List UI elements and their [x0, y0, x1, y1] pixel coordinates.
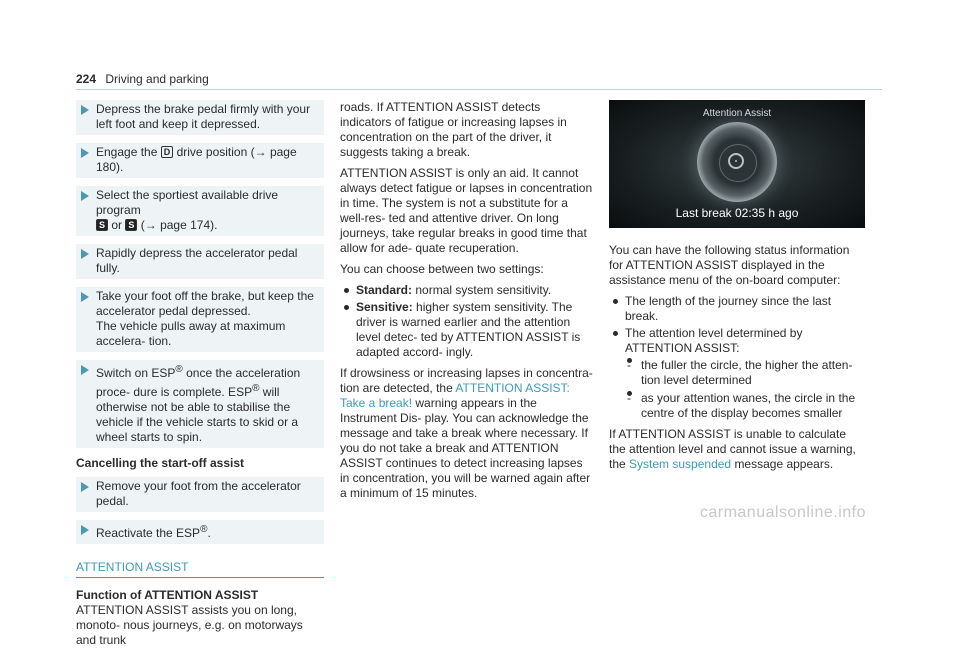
column-middle	[340, 100, 594, 507]
list-item: Standard: normal system sensitivity.	[340, 283, 594, 298]
step-arrow-icon	[81, 105, 89, 115]
section-title: ATTENTION ASSIST	[76, 560, 324, 578]
chapter-title: Driving and parking	[105, 72, 209, 86]
paragraph-detection: roads. If ATTENTION ASSIST detects indicators of fatigue or increasing lapses in concentration on the part of the driver, it suggests taking a break.	[340, 100, 567, 159]
watermark: carmanualsonline.info	[699, 504, 866, 521]
last-break-text: Last break 02:35 h ago	[675, 206, 799, 220]
take-break-message: ATTENTION ASSIST: Take a break!	[340, 381, 570, 410]
step-engage-drive: Engage the D drive position (→ page 180).	[76, 143, 324, 178]
steering-wheel-icon	[728, 153, 744, 169]
system-suspended-message: System suspended	[629, 457, 732, 471]
paragraph-suspended: If ATTENTION ASSIST is unable to calculate the attention level and cannot issue a warning, the System suspended message appears.	[609, 427, 856, 471]
paragraph-aid: ATTENTION ASSIST is only an aid. It cannot always detect fatigue or lapses in concentration in time. The system is not a substitute for a well-res- ted and attentive driver. On long journeys, take regular breaks in good time that allow for ade- quate recuperation.	[340, 166, 593, 255]
drive-key-icon: D	[161, 146, 174, 158]
settings-list	[340, 283, 594, 360]
list-item: - as your attention wanes, the circle in the centre of the display becomes smaller	[625, 391, 864, 421]
sport-plus-key-icon: S	[125, 219, 137, 231]
step-arrow-icon	[81, 365, 89, 375]
sport-key-icon: S	[96, 219, 108, 231]
page-header	[76, 72, 882, 90]
step-depress-accelerator: Rapidly depress the accelerator pedal fully.	[76, 244, 324, 279]
display-title: Attention Assist	[702, 108, 772, 119]
function-heading: Function of ATTENTION ASSIST	[76, 588, 259, 602]
step-arrow-icon	[81, 292, 89, 302]
step-arrow-icon	[81, 148, 89, 158]
step-arrow-icon	[81, 482, 89, 492]
paragraph-settings: You can choose between two settings:	[340, 262, 544, 276]
step-reactivate-esp: Reactivate the ESP®.	[76, 520, 324, 544]
step-depress-brake: Depress the brake pedal firmly with your left foot and keep it depressed.	[76, 100, 324, 135]
step-arrow-icon	[81, 191, 89, 201]
column-right	[609, 100, 864, 478]
step-select-program: Select the sportiest available drive program S or S (→ page 174).	[76, 186, 324, 236]
column-left	[76, 100, 324, 654]
page-number: 224	[76, 72, 97, 86]
list-item: The length of the journey since the last break.	[609, 294, 864, 324]
paragraph-status-info: You can have the following status information for ATTENTION ASSIST displayed in the assistance menu of the on-board computer:	[609, 243, 850, 287]
step-remove-foot: Remove your foot from the accelerator pedal.	[76, 477, 324, 512]
step-switch-on-esp: Switch on ESP® once the acceleration proce- dure is complete. ESP® will otherwise not be able to stabilise the vehicle if the vehicle starts to skid or a wheel starts to spin.	[76, 360, 324, 448]
function-text: ATTENTION ASSIST assists you on long, monoto- nous journeys, e.g. on motorways and trunk	[76, 603, 303, 647]
list-item: - the fuller the circle, the higher the atten- tion level determined	[625, 358, 864, 388]
step-release-brake: Take your foot off the brake, but keep the accelerator pedal depressed. The vehicle pulls away at maximum accelera- tion.	[76, 287, 324, 352]
step-arrow-icon	[81, 249, 89, 259]
step-arrow-icon	[81, 525, 89, 535]
cancel-heading: Cancelling the start-off assist	[76, 456, 245, 470]
status-list	[609, 294, 864, 421]
list-item: Sensitive: higher system sensitivity. The driver is warned earlier and the attention level detec- ted by ATTENTION ASSIST is adapted accord- ingly.	[340, 300, 594, 360]
attention-assist-display	[609, 100, 865, 228]
attention-level-details	[625, 358, 864, 421]
paragraph-warning: If drowsiness or increasing lapses in concentra- tion are detected, the ATTENTION ASSIST: Take a break! warning appears in the Instrument Dis- play. You can acknowledge the message and take a break where necessary. If you do not take a break and ATTENTION ASSIST continues to detect increasing lapses in concentration, you will be warned again after a minimum of 15 minutes.	[340, 366, 593, 500]
list-item: The attention level determined by ATTENTION ASSIST: - the fuller the circle, the higher the atten- tion level determined - as your attention wanes, the circle in the centre of the display becomes smaller	[609, 326, 864, 421]
